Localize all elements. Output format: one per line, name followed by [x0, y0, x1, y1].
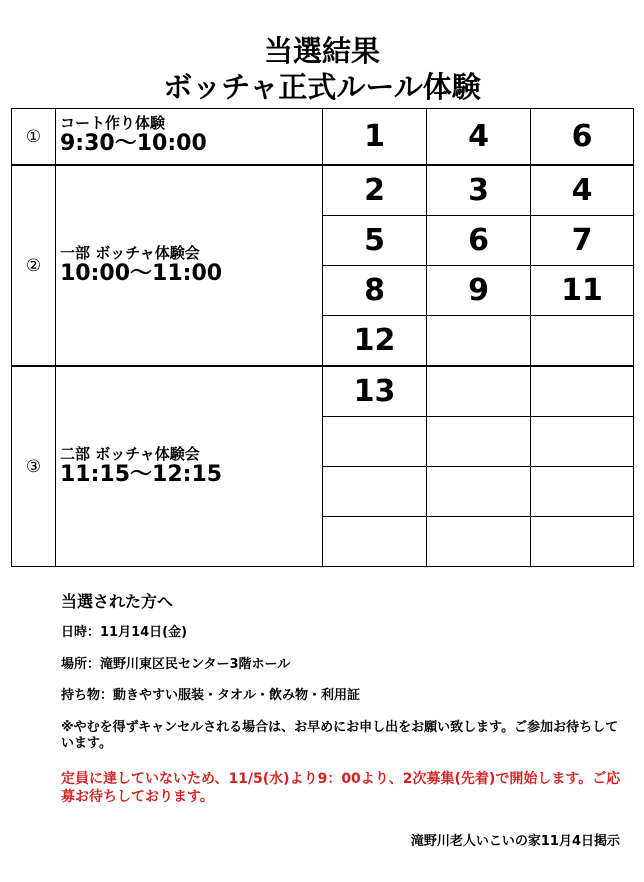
- info-items: 持ち物：動きやすい服装・タオル・飲み物・利用証: [61, 688, 361, 703]
- winner-number: [531, 517, 634, 567]
- session-time: 11:15～12:15: [60, 462, 223, 487]
- winner-number: [427, 366, 531, 417]
- winner-number: [427, 467, 531, 517]
- winner-number: 9: [427, 266, 531, 316]
- info-date: 日時：11月14日(金): [61, 625, 188, 640]
- info-place: 場所：滝野川東区民センター3階ホール: [61, 657, 291, 672]
- winner-number: 3: [427, 165, 531, 216]
- session-description: [56, 165, 323, 366]
- session-description: [56, 109, 323, 166]
- winner-number: [323, 517, 427, 567]
- info-heading: 当選された方へ: [61, 592, 174, 611]
- winner-number: 6: [531, 109, 634, 166]
- info-note: ※やむを得ずキャンセルされる場合は、お早めにお申し出をお願い致します。ご参加お待ちしています。: [61, 720, 619, 751]
- winner-number: 11: [531, 266, 634, 316]
- session-label: コート作り体験: [60, 114, 166, 132]
- winner-number: 13: [323, 366, 427, 417]
- winner-number: 8: [323, 266, 427, 316]
- footer-posted: 滝野川老人いこいの家11月4日掲示: [410, 834, 620, 849]
- winner-number: [427, 316, 531, 367]
- winner-number: 4: [427, 109, 531, 166]
- session-description: [56, 366, 323, 567]
- winner-number: [427, 417, 531, 467]
- page-title: 当選結果: [263, 34, 380, 68]
- winner-number: [531, 417, 634, 467]
- winner-number: 4: [531, 165, 634, 216]
- session-time: 10:00～11:00: [60, 261, 223, 286]
- session-number: ②: [12, 165, 56, 366]
- winner-number: 5: [323, 216, 427, 266]
- winner-number: 7: [531, 216, 634, 266]
- table-row: [12, 165, 634, 216]
- winner-number: [531, 467, 634, 517]
- session-time: 9:30～10:00: [60, 131, 207, 156]
- winner-number: 2: [323, 165, 427, 216]
- winner-number: [427, 517, 531, 567]
- results-table: [11, 108, 634, 567]
- info-notice: 定員に達していないため、11/5(水)より9：00より、2次募集(先着)で開始します。ご応募お待ちしております。: [61, 771, 621, 805]
- session-number: ①: [12, 109, 56, 166]
- results-table-body: [12, 109, 634, 567]
- winner-number: [531, 366, 634, 417]
- winner-number: [323, 467, 427, 517]
- session-label: 一部 ボッチャ体験会: [60, 244, 200, 262]
- winner-number: [531, 316, 634, 367]
- session-label: 二部 ボッチャ体験会: [60, 445, 200, 463]
- page-subtitle: ボッチャ正式ルール体験: [163, 70, 481, 104]
- winner-number: 1: [323, 109, 427, 166]
- table-row: [12, 366, 634, 417]
- table-row: [12, 109, 634, 166]
- winner-number: [323, 417, 427, 467]
- session-number: ③: [12, 366, 56, 567]
- winner-number: 12: [323, 316, 427, 367]
- winner-number: 6: [427, 216, 531, 266]
